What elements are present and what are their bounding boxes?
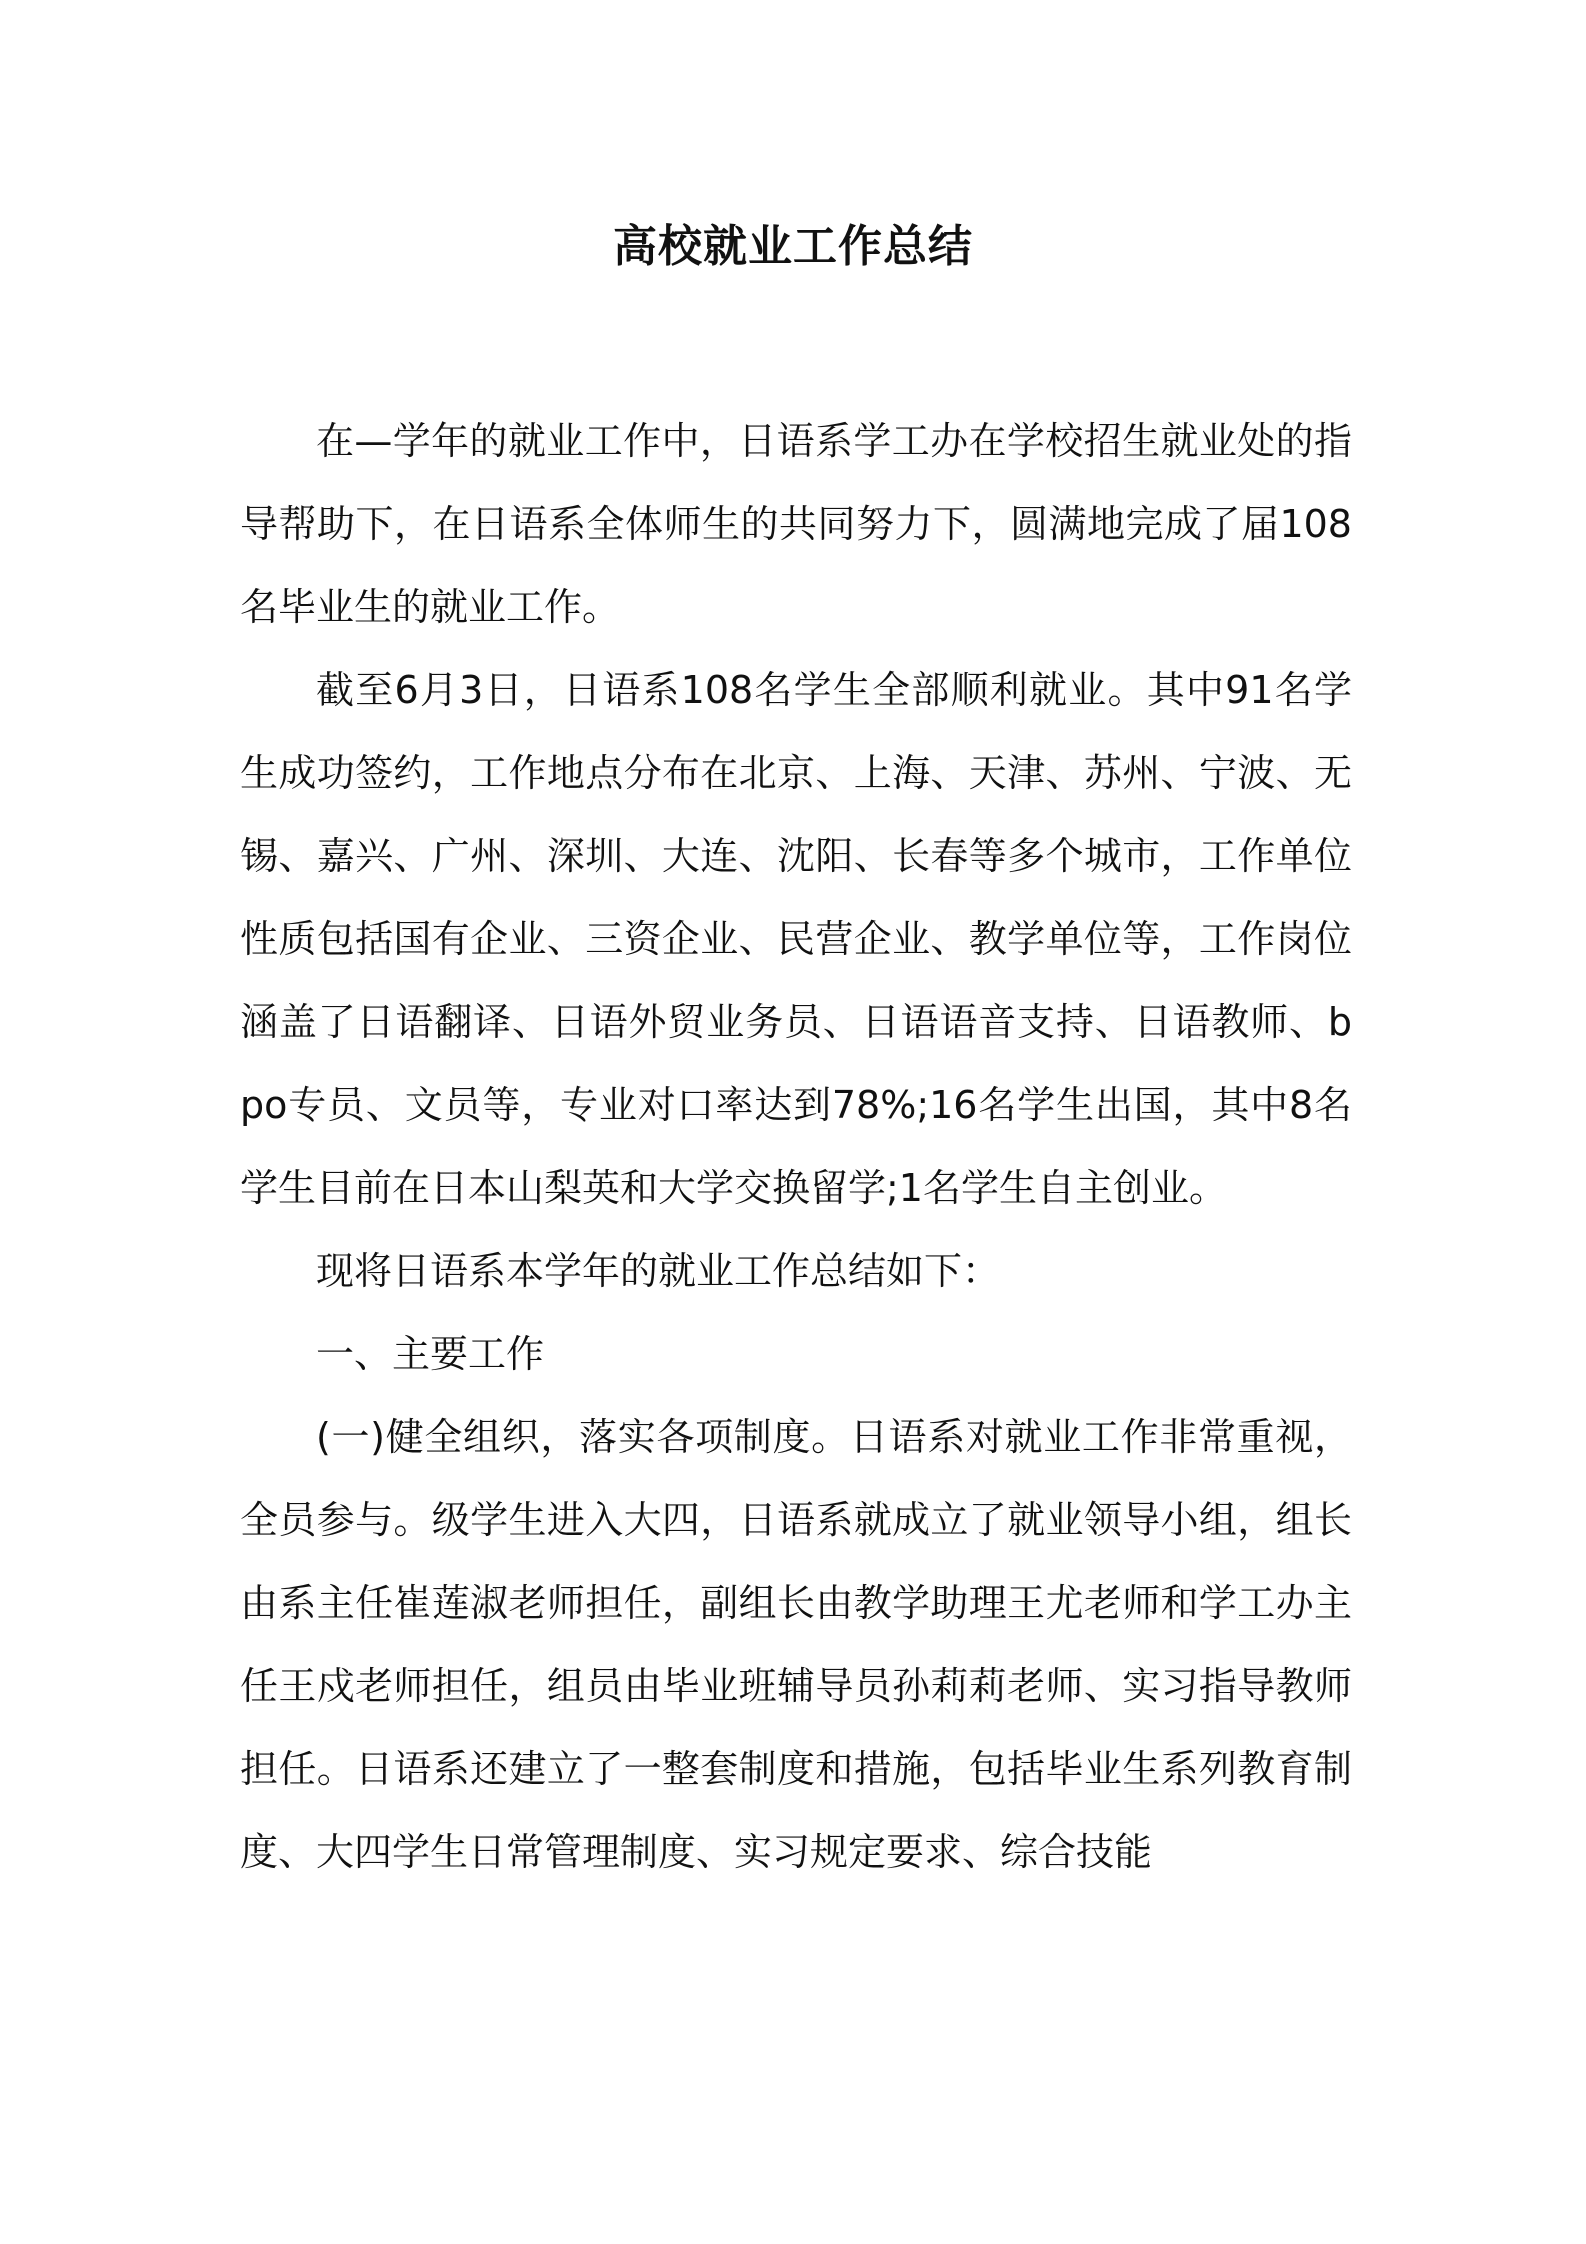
paragraph-employment-status: 截至6月3日，日语系108名学生全部顺利就业。其中91名学生成功签约，工作地点分布在北京、上海、天津、苏州、宁波、无锡、嘉兴、广州、深圳、大连、沈阳、长春等多个城市，工作单位性质包括国有企业、三资企业、民营企业、教学单位等，工作岗位涵盖了日语翻译、日语外贸业务员、日语语音支持、日语教师、bpo专员、文员等，专业对口率达到78%;16名学生出国，其中8名学生目前在日本山梨英和大学交换留学;1名学生自主创业。 <box>240 668 1352 1210</box>
document-title: 高校就业工作总结 <box>613 221 973 272</box>
section-heading-main-work: 一、主要工作 <box>316 1332 545 1376</box>
paragraph-summary-intro: 现将日语系本学年的就业工作总结如下： <box>316 1249 1001 1293</box>
paragraph-intro: 在—学年的就业工作中，日语系学工办在学校招生就业处的指导帮助下，在日语系全体师生的共同努力下，圆满地完成了届108名毕业生的就业工作。 <box>240 419 1352 629</box>
document-body <box>240 400 1352 1894</box>
paragraph-organization: (一)健全组织，落实各项制度。日语系对就业工作非常重视，全员参与。级学生进入大四，日语系就成立了就业领导小组，组长由系主任崔莲淑老师担任，副组长由教学助理王尤老师和学工办主任王戍老师担任，组员由毕业班辅导员孙莉莉老师、实习指导教师担任。日语系还建立了一整套制度和措施，包括毕业生系列教育制度、大四学生日常管理制度、实习规定要求、综合技能 <box>240 1415 1352 1874</box>
